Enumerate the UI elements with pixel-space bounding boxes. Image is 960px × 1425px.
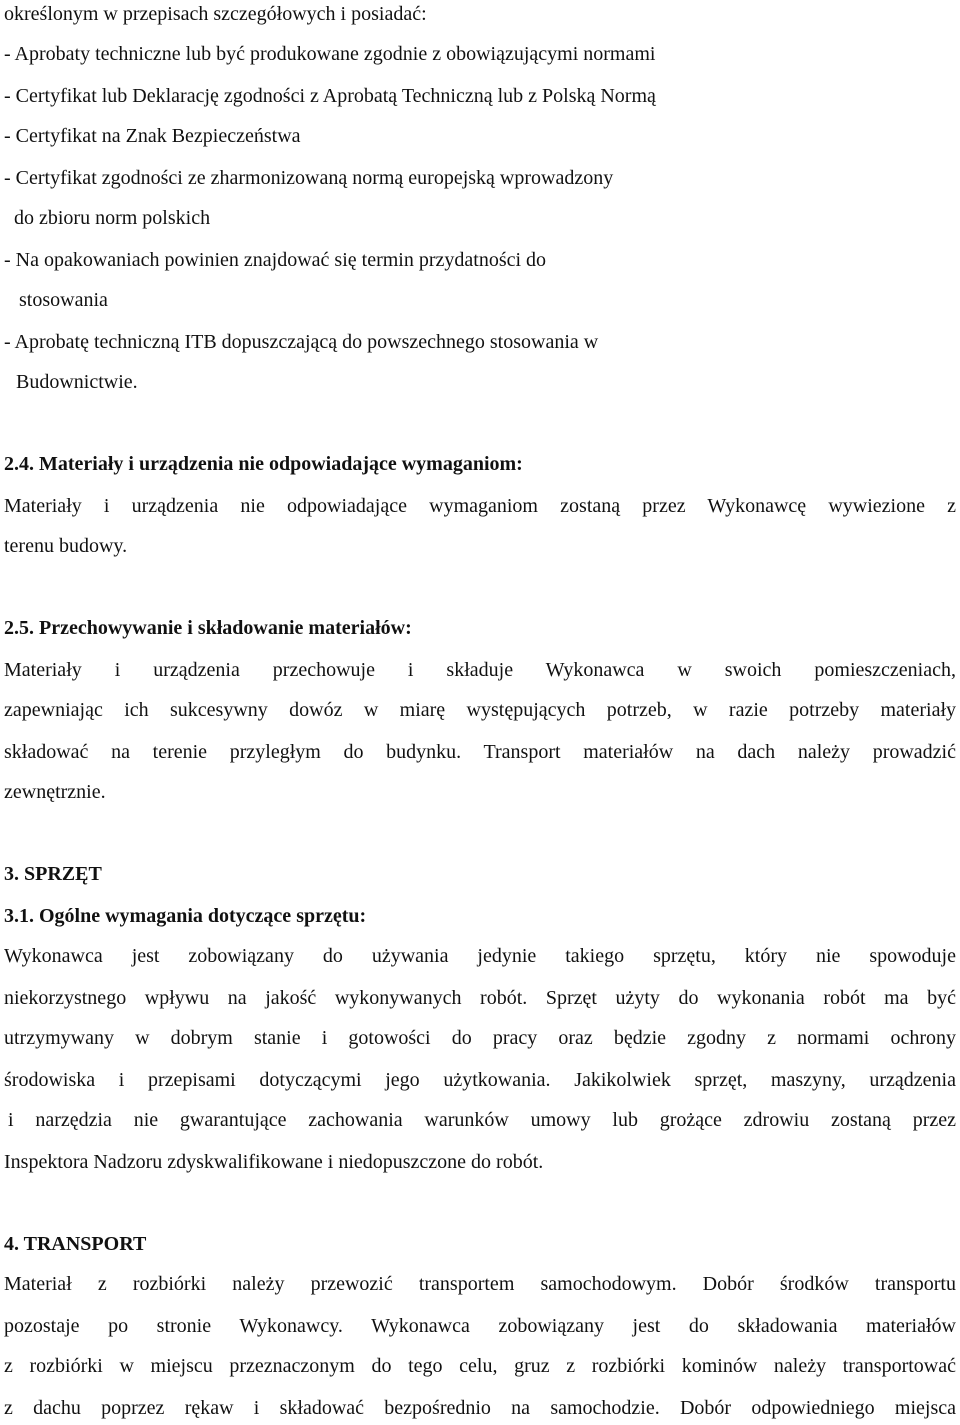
intro-list-item: - Certyfikat zgodności ze zharmonizowaną normą europejską wprowadzony (4, 167, 614, 189)
section-heading-2-5: 2.5. Przechowywanie i składowanie materiałów: (4, 617, 412, 639)
intro-list-item-continuation: stosowania (19, 289, 108, 311)
section-heading-2-4: 2.4. Materiały i urządzenia nie odpowiadające wymaganiom: (4, 453, 523, 475)
paragraph-line: Materiał z rozbiórki należy przewozić transportem samochodowym. Dobór środków transportu (4, 1273, 956, 1295)
intro-list-item: - Aprobatę techniczną ITB dopuszczającą do powszechnego stosowania w (4, 331, 599, 353)
intro-line: określonym w przepisach szczegółowych i posiadać: (4, 3, 427, 25)
paragraph-line: terenu budowy. (4, 535, 128, 557)
paragraph-line: zewnętrznie. (4, 781, 106, 803)
paragraph-line: z dachu poprzez rękaw i składować bezpośrednio na samochodzie. Dobór odpowiedniego miejsca (4, 1397, 956, 1419)
paragraph-line: Inspektora Nadzoru zdyskwalifikowane i niedopuszczone do robót. (4, 1151, 544, 1173)
paragraph-line: pozostaje po stronie Wykonawcy. Wykonawca zobowiązany jest do składowania materiałów (4, 1315, 956, 1337)
intro-list-item: - Aprobaty techniczne lub być produkowane zgodnie z obowiązującymi normami (4, 43, 656, 65)
paragraph-line: środowiska i przepisami dotyczącymi jego użytkowania. Jakikolwiek sprzęt, maszyny, urządzenia (4, 1069, 956, 1091)
paragraph-line: niekorzystnego wpływu na jakość wykonywanych robót. Sprzęt użyty do wykonania robót ma być (4, 987, 956, 1009)
paragraph-line: Materiały i urządzenia nie odpowiadające wymaganiom zostaną przez Wykonawcę wywiezione z (4, 495, 956, 517)
section-heading-4: 4. TRANSPORT (4, 1233, 147, 1255)
intro-list-item-continuation: do zbioru norm polskich (14, 207, 211, 229)
paragraph-line: Wykonawca jest zobowiązany do używania jedynie takiego sprzętu, który nie spowoduje (4, 945, 956, 967)
paragraph-line: Materiały i urządzenia przechowuje i składuje Wykonawca w swoich pomieszczeniach, (4, 659, 956, 681)
intro-list-item: - Na opakowaniach powinien znajdować się termin przydatności do (4, 249, 547, 271)
section-heading-3-1: 3.1. Ogólne wymagania dotyczące sprzętu: (4, 905, 367, 927)
intro-list-item-continuation: Budownictwie. (16, 371, 138, 393)
paragraph-line: składować na terenie przyległym do budynku. Transport materiałów na dach należy prowadzić (4, 741, 956, 763)
paragraph-line: zapewniając ich sukcesywny dowóz w miarę występujących potrzeb, w razie potrzeby materiały (4, 699, 956, 721)
paragraph-line: utrzymywany w dobrym stanie i gotowości do pracy oraz będzie zgodny z normami ochrony (4, 1027, 956, 1049)
section-heading-3: 3. SPRZĘT (4, 863, 102, 885)
paragraph-line: z rozbiórki w miejscu przeznaczonym do tego celu, gruz z rozbiórki kominów należy transportować (4, 1355, 956, 1377)
intro-list-item: - Certyfikat na Znak Bezpieczeństwa (4, 125, 301, 147)
paragraph-line: i narzędzia nie gwarantujące zachowania warunków umowy lub grożące zdrowiu zostaną przez (8, 1109, 956, 1131)
intro-list-item: - Certyfikat lub Deklarację zgodności z Aprobatą Techniczną lub z Polską Normą (4, 85, 656, 107)
